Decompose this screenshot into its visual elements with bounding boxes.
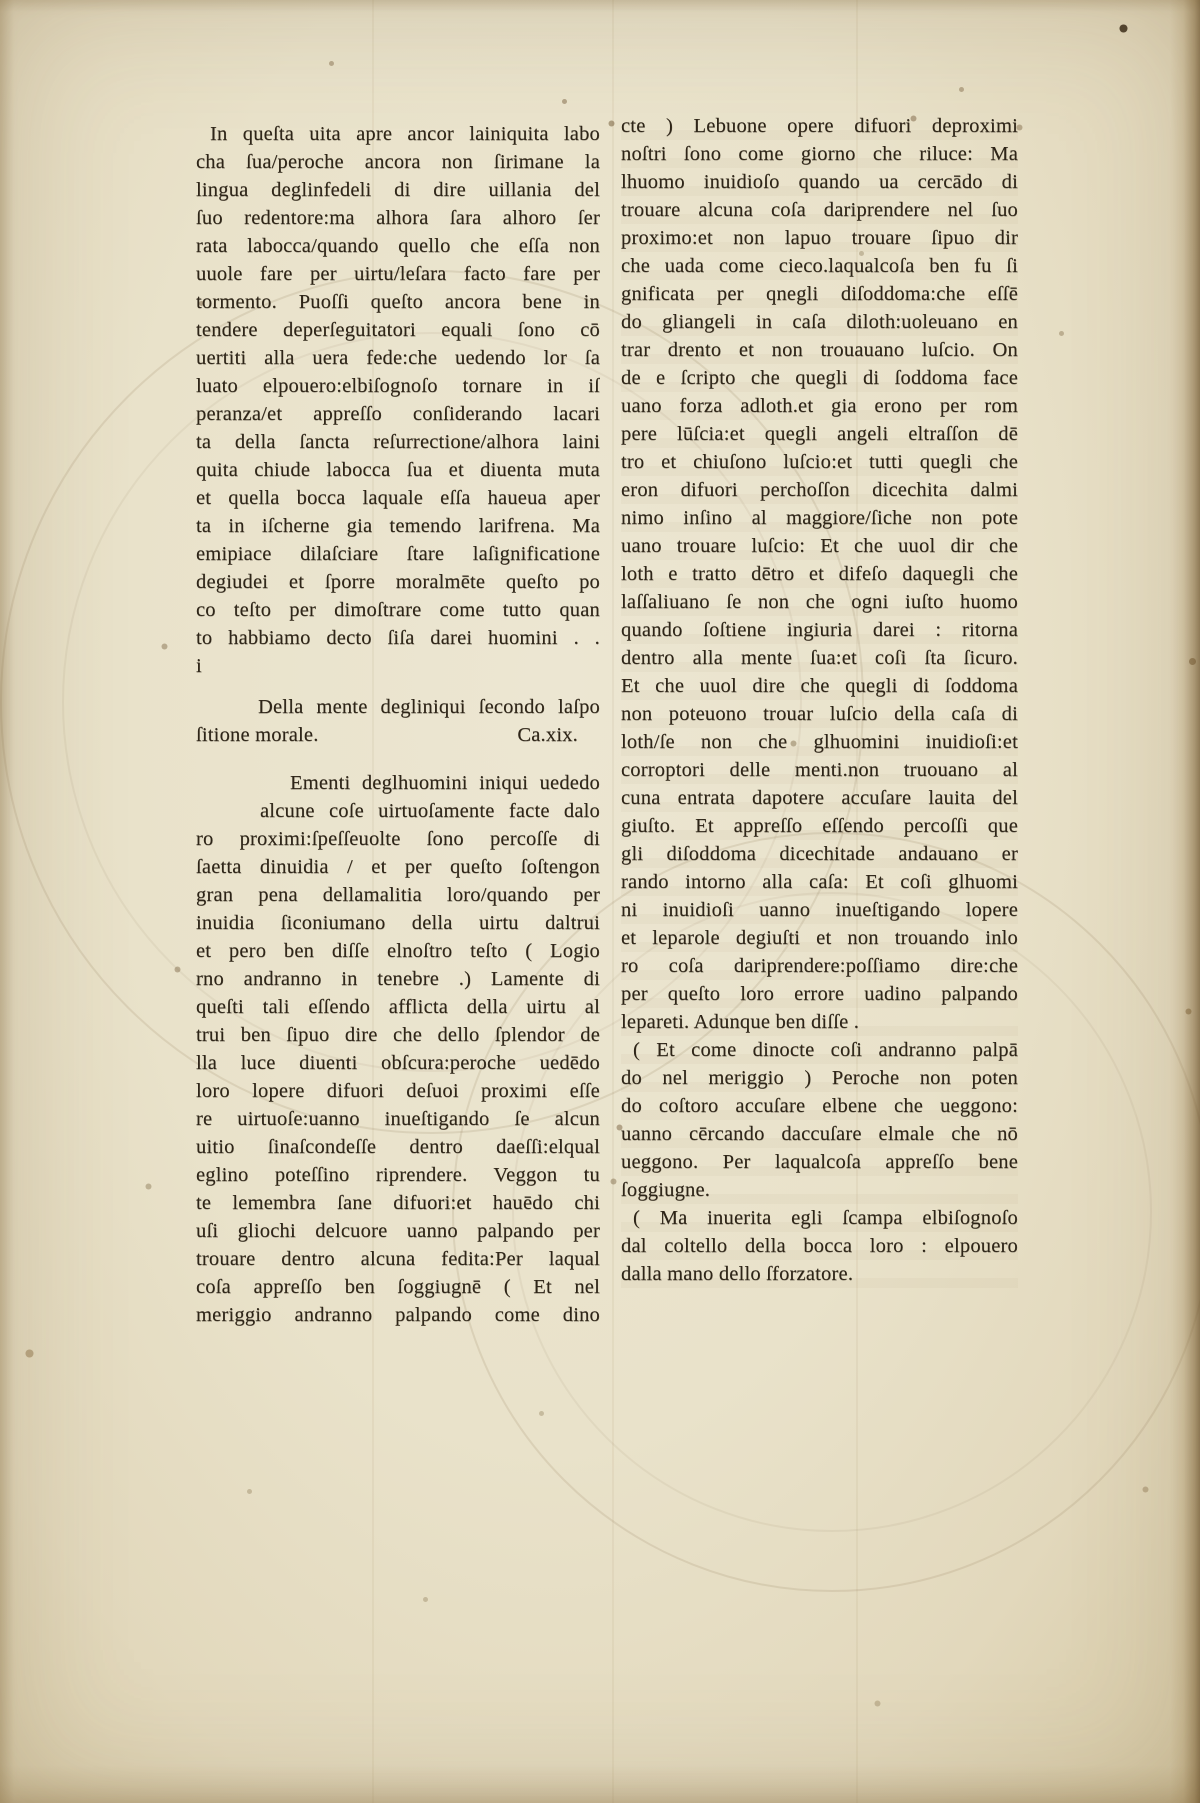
text-line: trouare alcuna coſa dariprendere nel ſuo [621,199,1018,221]
text-line: pere lūſcia:et quegli angeli eltraſſon dē [621,423,1018,445]
section-heading [196,693,600,749]
text-line: ta in iſcherne gia temendo larifrena. Ma [196,515,600,537]
text-line: uano forza adloth.et gia erono per rom [621,395,1018,417]
text-line: i [196,655,202,677]
text-line: nimo inſino al maggiore/ſiche non pote [621,507,1018,529]
text-line: do nel meriggio ) Peroche non poten [621,1067,1018,1089]
text-line: quita chiude labocca ſua et diuenta muta [196,459,600,481]
text-line: to habbiamo decto ſiſa darei huomini . . [196,627,600,649]
text-line: non poteuono trouar luſcio della caſa di [621,703,1018,725]
text-line: uano trouare luſcio: Et che uuol dir che [621,535,1018,557]
text-line: In queſta uita apre ancor lainiquita labo [210,123,600,145]
text-line: tro et chiuſono luſcio:et tutti quegli che [621,451,1018,473]
text-line: noſtri ſono come giorno che riluce: Ma [621,143,1018,165]
paragraph-continued [621,112,1018,1288]
text-line: cha ſua/peroche ancora non ſirimane la [196,151,600,173]
text-line: cte ) Lebuone opere difuori deproximi [621,115,1018,137]
text-line: ni inuidioſi uanno inueſtigando lopere [621,899,1018,921]
text-line: ( Et come dinocte coſi andranno palpā [633,1039,1018,1061]
text-line: dalla mano dello ſforzatore. [621,1263,854,1285]
text-line: de e ſcripto che quegli di ſoddoma face [621,367,1018,389]
text-line: cuna entrata dapotere accuſare lauita del [621,787,1018,809]
text-line: inuidia ſiconiumano della uirtu daltrui [196,912,600,934]
text-line: gran pena dellamalitia loro/quando per [196,884,600,906]
text-line: dentro alla mente ſua:et coſi ſta ſicuro. [621,647,1018,669]
text-line: ſuo redentore:ma alhora ſara alhoro ſer [196,207,600,229]
text-line: uſi gliochi delcuore uanno palpando per [196,1220,600,1242]
text-line: tormento. Puoſſi queſto ancora bene in [196,291,600,313]
text-line: ueggono. Per laqualcoſa appreſſo bene [621,1151,1018,1173]
text-line: quando ſoſtiene ingiuria darei : ritorna [621,619,1018,641]
text-line: do coſtoro accuſare elbene che ueggono: [621,1095,1018,1117]
text-line: ſoggiugne. [621,1179,711,1201]
text-line: loth e tratto dētro et difeſo daquegli che [621,563,1018,585]
text-line: giuſto. Et appreſſo eſſendo percoſſi que [621,815,1018,837]
text-line: re uirtuoſe:uanno inueſtigando ſe alcun [196,1108,600,1130]
text-line: gli diſoddoma dicechitade andauano er [621,843,1018,865]
heading-line-2 [196,721,600,749]
text-line: rno andranno in tenebre .) Lamente di [196,968,600,990]
text-line: te lemembra ſane difuori:et hauēdo chi [196,1192,600,1214]
text-line: per queſto loro errore uadino palpando [621,983,1018,1005]
text-line: luato elpouero:elbiſognoſo tornare in iſ [196,375,600,397]
text-line: corroptori delle menti.non truouano al [621,759,1018,781]
text-line: do gliangeli in caſa diloth:uoleuano en [621,311,1018,333]
text-line: gnificata per qnegli diſoddoma:che eſſē [621,283,1018,305]
text-line: meriggio andranno palpando come dino [196,1304,600,1326]
left-text-column [196,120,600,1329]
text-line: Et che uuol dire che quegli di ſoddoma [621,675,1018,697]
text-line: proximo:et non lapuo trouare ſipuo dir [621,227,1018,249]
text-line: Ementi deglhuomini iniqui uededo [290,772,600,794]
paragraph-2 [196,769,600,1329]
text-line: eglino poteſſino riprendere. Veggon tu [196,1164,600,1186]
text-line: et pero ben diſſe elnoſtro teſto ( Logio [196,940,600,962]
text-line: degiudei et ſporre moralmēte queſto po [196,571,600,593]
text-line: coſa appreſſo ben ſoggiugnē ( Et nel [196,1276,600,1298]
text-line: ro proximi:ſpeſſeuolte ſono percoſſe di [196,828,600,850]
text-line: uitio ſinaſcondeſſe dentro daeſſi:elqual [196,1136,600,1158]
text-line: loro lopere difuori deſuoi proximi eſſe [196,1080,600,1102]
text-line: queſti tali eſſendo afflicta della uirtu al [196,996,600,1018]
text-line: uuole fare per uirtu/leſara facto fare per [196,263,600,285]
page-edge-bottom [0,1765,1200,1803]
text-line: peranza/et appreſſo conſiderando lacari [196,403,600,425]
text-line: co teſto per dimoſtrare come tutto quan [196,599,600,621]
text-line: et quella bocca laquale eſſa haueua aper [196,487,600,509]
text-line: lhuomo inuidioſo quando ua cercādo di [621,171,1018,193]
page-edge-right [1170,0,1200,1803]
text-line: trar drento et non trouauano luſcio. On [621,339,1018,361]
text-line: et leparole degiuſti et non trouando inlo [621,927,1018,949]
text-line: trui ben ſipuo dire che dello ſplendor de [196,1024,600,1046]
text-line: che uada come cieco.laqualcoſa ben fu ſi [621,255,1018,277]
text-line: uertiti alla uera fede:che uedendo lor ſa [196,347,600,369]
text-line: lepareti. Adunque ben diſſe . [621,1011,860,1033]
text-line: lla luce diuenti obſcura:peroche uedēdo [196,1052,600,1074]
right-text-column [621,112,1018,1288]
heading-line-1: Della mente degliniqui ſecondo laſpo [258,696,600,718]
text-line: trouare dentro alcuna fedita:Per laqual [196,1248,600,1270]
text-line: loth/ſe non che glhuomini inuidioſi:et [621,731,1018,753]
text-line: ta della ſancta reſurrectione/alhora laini [196,431,600,453]
text-line: ſaetta dinuidia / et per queſto ſoſtengon [196,856,600,878]
page-edge-top [0,0,1200,12]
text-line: laſſaliuano ſe non che ogni iuſto huomo [621,591,1018,613]
text-line: tendere deperſeguitatori equali ſono cō [196,319,600,341]
text-line: ro coſa dariprendere:poſſiamo dire:che [621,955,1018,977]
text-line: ( Ma inuerita egli ſcampa elbiſognoſo [633,1207,1018,1229]
text-line: uanno cērcando daccuſare elmale che nō [621,1123,1018,1145]
text-line: rando intorno alla caſa: Et coſi glhuomi [621,871,1018,893]
paragraph-1 [196,120,600,680]
text-line: emipiace dilaſciare ſtare laſignificatione [196,543,600,565]
text-line: eron difuori perchoſſon dicechita dalmi [621,479,1018,501]
text-line: alcune coſe uirtuoſamente facte dalo [260,800,600,822]
page-edge-left [0,0,14,1803]
heading-line-2-text: ſitione morale. [196,724,319,746]
text-line: dal coltello della bocca loro : elpouero [621,1235,1018,1257]
text-line: rata labocca/quando quello che eſſa non [196,235,600,257]
text-line: lingua deglinfedeli di dire uillania del [196,179,600,201]
chapter-number: Ca.xix. [517,724,578,746]
